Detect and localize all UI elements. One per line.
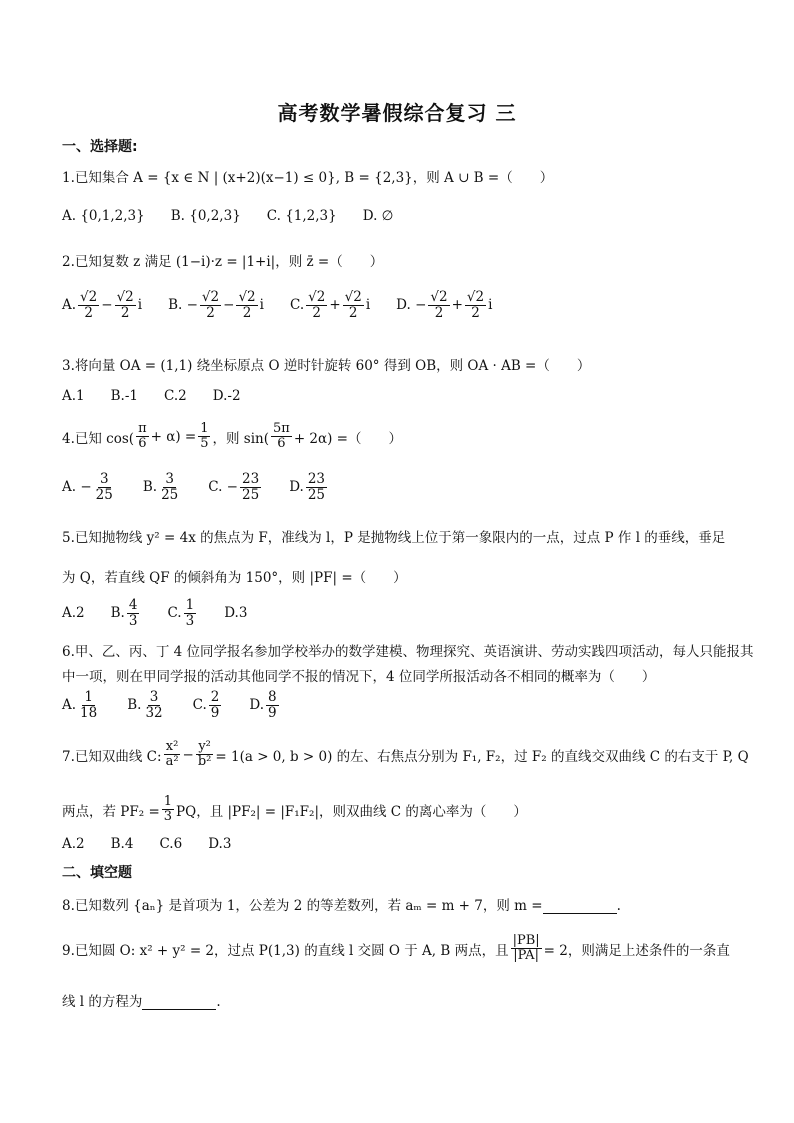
denominator: 2 xyxy=(348,304,358,321)
option-b: B.-1 xyxy=(110,388,139,404)
denominator: 5 xyxy=(200,436,209,452)
denominator: 25 xyxy=(95,486,113,503)
option-a: A. {0,1,2,3} xyxy=(62,208,145,224)
question-7-line-1 xyxy=(62,740,749,770)
fraction xyxy=(200,290,221,321)
q8-suffix: . xyxy=(616,898,621,914)
numerator: 3 xyxy=(149,689,159,705)
q9-line2-prefix: 线 l 的方程为 xyxy=(62,994,143,1010)
question-6-options xyxy=(62,690,307,721)
option-b xyxy=(168,290,264,321)
option-d: D.-2 xyxy=(212,388,241,404)
question-4 xyxy=(62,422,402,452)
option-label: B. − xyxy=(168,297,198,314)
question-7-options xyxy=(62,836,257,852)
question-9-line-2 xyxy=(62,990,221,1010)
fraction xyxy=(184,598,197,629)
option-d xyxy=(249,690,280,721)
question-4-options xyxy=(62,472,355,503)
fraction xyxy=(306,472,327,503)
denominator: 9 xyxy=(210,704,220,721)
question-1-options xyxy=(62,208,419,224)
answer-blank[interactable] xyxy=(142,997,216,1010)
numerator: √2 xyxy=(308,289,326,305)
operator: − xyxy=(223,297,235,314)
question-2-options xyxy=(62,290,518,321)
numerator: √2 xyxy=(116,289,134,305)
q9-line2-suffix: . xyxy=(216,994,221,1010)
q4-suffix: + 2α) =（ ） xyxy=(293,430,402,447)
numerator: √2 xyxy=(80,289,98,305)
option-c: C.2 xyxy=(164,388,187,404)
imaginary-unit: i xyxy=(259,297,264,314)
question-8 xyxy=(62,894,621,914)
numerator: 1 xyxy=(200,421,209,436)
option-label: A. xyxy=(62,297,77,314)
option-label: D. xyxy=(249,697,265,714)
option-label: C. xyxy=(192,697,207,714)
option-b xyxy=(143,472,182,503)
question-3: 3.将向量 OA = (1,1) 绕坐标原点 O 逆时针旋转 60° 得到 OB，则 OA · AB =（ ） xyxy=(62,358,591,374)
option-c xyxy=(167,598,198,629)
denominator: a² xyxy=(165,754,179,770)
fraction xyxy=(266,690,279,721)
fraction xyxy=(343,290,364,321)
q8-text: 8.已知数列 {aₙ} 是首项为 1，公差为 2 的等差数列，若 aₘ = m + 7，则 m = xyxy=(62,898,543,914)
numerator: 8 xyxy=(268,689,277,705)
q7-suffix: = 1(a > 0, b > 0) 的左、右焦点分别为 F₁, F₂，过 F₂ 的直线交双曲线 C 的右支于 P, Q xyxy=(215,748,749,765)
imaginary-unit: i xyxy=(488,297,493,314)
option-d xyxy=(289,472,329,503)
fraction xyxy=(159,472,180,503)
numerator: 4 xyxy=(128,597,138,613)
option-d: D. ∅ xyxy=(362,208,394,224)
q4-prefix: 4.已知 cos( xyxy=(62,430,135,447)
option-b: B. {0,2,3} xyxy=(170,208,241,224)
denominator: 3 xyxy=(163,809,173,825)
option-c xyxy=(290,290,370,321)
option-a: A.1 xyxy=(62,388,85,404)
denominator: |PA| xyxy=(513,948,539,964)
numerator: 1 xyxy=(84,689,93,705)
question-2: 2.已知复数 z 满足 (1−i)·z = |1+i|，则 z̄ =（ ） xyxy=(62,254,384,270)
fraction xyxy=(240,472,261,503)
question-7-line-2 xyxy=(62,795,527,825)
option-label: C. − xyxy=(208,479,238,496)
fraction xyxy=(428,290,449,321)
option-a xyxy=(62,605,85,621)
option-a xyxy=(62,472,117,503)
denominator: 25 xyxy=(161,486,179,503)
option-c: C.6 xyxy=(159,836,183,852)
option-label: C. xyxy=(289,297,305,314)
question-5-options xyxy=(62,598,273,629)
fraction xyxy=(511,934,542,964)
numerator: 1 xyxy=(163,794,173,809)
operator: + xyxy=(329,297,341,314)
numerator: √2 xyxy=(238,289,256,305)
numerator: 23 xyxy=(242,471,260,487)
option-label: D. xyxy=(289,479,304,496)
denominator: 2 xyxy=(434,304,444,321)
fraction xyxy=(236,290,257,321)
fraction xyxy=(209,690,222,721)
option-label: D.3 xyxy=(224,605,248,622)
fraction xyxy=(198,422,210,452)
option-label: C. xyxy=(167,605,182,622)
fraction xyxy=(162,795,174,825)
denominator: 25 xyxy=(242,486,260,503)
section-choice-heading: 一、选择题: xyxy=(62,139,138,155)
option-c: C. {1,2,3} xyxy=(266,208,337,224)
fraction xyxy=(78,290,99,321)
option-c xyxy=(193,690,224,721)
q9-prefix: 9.已知圆 O: x² + y² = 2，过点 P(1,3) 的直线 l 交圆 O 于 A, B 两点，且 xyxy=(62,942,509,959)
question-3-options xyxy=(62,388,267,404)
fraction xyxy=(127,598,140,629)
q7-line2-suffix: PQ，且 |PF₂| = |F₁F₂|，则双曲线 C 的离心率为（ ） xyxy=(176,803,527,820)
numerator: 1 xyxy=(185,597,195,613)
numerator: x² xyxy=(165,739,179,754)
denominator: 18 xyxy=(80,704,98,721)
numerator: 3 xyxy=(99,471,109,487)
imaginary-unit: i xyxy=(365,297,371,314)
question-6-line-2: 中一项，则在甲同学报的活动其他同学不报的情况下，4 位同学所报活动各不相同的概率为（ ） xyxy=(62,669,656,685)
fraction xyxy=(115,290,136,321)
question-9-line-1 xyxy=(62,934,730,964)
denominator: 3 xyxy=(128,612,138,629)
answer-blank[interactable] xyxy=(543,901,617,914)
question-5-line-1: 5.已知抛物线 y² = 4x 的焦点为 F，准线为 l，P 是抛物线上位于第一象限内的一点，过点 P 作 l 的垂线，垂足 xyxy=(62,530,726,546)
q4-middle-2: ，则 sin( xyxy=(212,430,269,447)
denominator: 9 xyxy=(268,704,277,721)
fraction xyxy=(136,422,149,452)
question-5-line-2: 为 Q，若直线 QF 的倾斜角为 150°，则 |PF| =（ ） xyxy=(62,570,407,586)
fraction xyxy=(306,290,327,321)
option-a xyxy=(62,290,142,321)
page-title: 高考数学暑假综合复习 三 xyxy=(277,101,517,125)
imaginary-unit: i xyxy=(137,297,143,314)
q9-suffix: = 2，则满足上述条件的一条直 xyxy=(543,942,730,959)
option-d xyxy=(396,290,492,321)
question-1: 1.已知集合 A = {x ∈ N | (x+2)(x−1) ≤ 0}, B = {2,3}，则 A ∪ B =（ ） xyxy=(62,170,554,186)
denominator: 2 xyxy=(84,304,93,321)
option-label: A. xyxy=(62,697,77,714)
fraction xyxy=(164,740,181,770)
option-label: A. − xyxy=(62,479,92,496)
option-label: D. − xyxy=(396,297,427,314)
fraction xyxy=(78,690,99,721)
denominator: 3 xyxy=(185,612,195,629)
operator: − xyxy=(182,746,194,763)
option-b xyxy=(111,598,142,629)
fraction xyxy=(94,472,115,503)
fraction xyxy=(271,422,292,452)
denominator: 2 xyxy=(242,304,252,321)
q4-middle: + α) = xyxy=(150,428,197,445)
numerator: √2 xyxy=(430,289,448,305)
numerator: 5π xyxy=(272,421,290,436)
numerator: |PB| xyxy=(512,933,540,948)
numerator: 2 xyxy=(210,689,220,705)
option-b: B.4 xyxy=(110,836,134,852)
denominator: 32 xyxy=(145,704,163,721)
option-d: D.3 xyxy=(208,836,232,852)
option-c xyxy=(208,472,263,503)
question-6-line-1: 6.甲、乙、丙、丁 4 位同学报名参加学校举办的数学建模、物理探究、英语演讲、劳动实践四项活动，每人只能报其 xyxy=(62,644,754,660)
denominator: 2 xyxy=(312,304,321,321)
section-fill-heading: 二、填空题 xyxy=(62,865,132,881)
operator: + xyxy=(451,297,463,314)
option-d xyxy=(224,605,247,621)
numerator: 3 xyxy=(165,471,174,487)
denominator: 6 xyxy=(138,436,147,452)
q7-prefix: 7.已知双曲线 C: xyxy=(62,748,162,765)
fraction xyxy=(465,290,486,321)
denominator: 6 xyxy=(277,436,286,452)
option-label: B. xyxy=(142,479,158,496)
option-a: A.2 xyxy=(62,836,85,852)
numerator: √2 xyxy=(466,289,485,305)
q7-line2-prefix: 两点，若 PF₂ = xyxy=(62,803,160,820)
denominator: 2 xyxy=(471,304,480,321)
numerator: y² xyxy=(198,739,211,754)
numerator: 23 xyxy=(307,471,326,487)
denominator: 2 xyxy=(206,304,215,321)
option-a xyxy=(62,690,101,721)
fraction xyxy=(196,740,214,770)
option-label: B. xyxy=(127,697,142,714)
numerator: π xyxy=(138,421,147,436)
operator: − xyxy=(101,297,113,314)
denominator: 2 xyxy=(120,304,130,321)
denominator: 25 xyxy=(307,486,326,503)
fraction xyxy=(143,690,164,721)
option-b xyxy=(127,690,166,721)
option-label: A.2 xyxy=(62,605,85,622)
option-label: B. xyxy=(110,605,125,622)
denominator: b² xyxy=(197,754,212,770)
numerator: √2 xyxy=(201,289,220,305)
numerator: √2 xyxy=(344,289,362,305)
